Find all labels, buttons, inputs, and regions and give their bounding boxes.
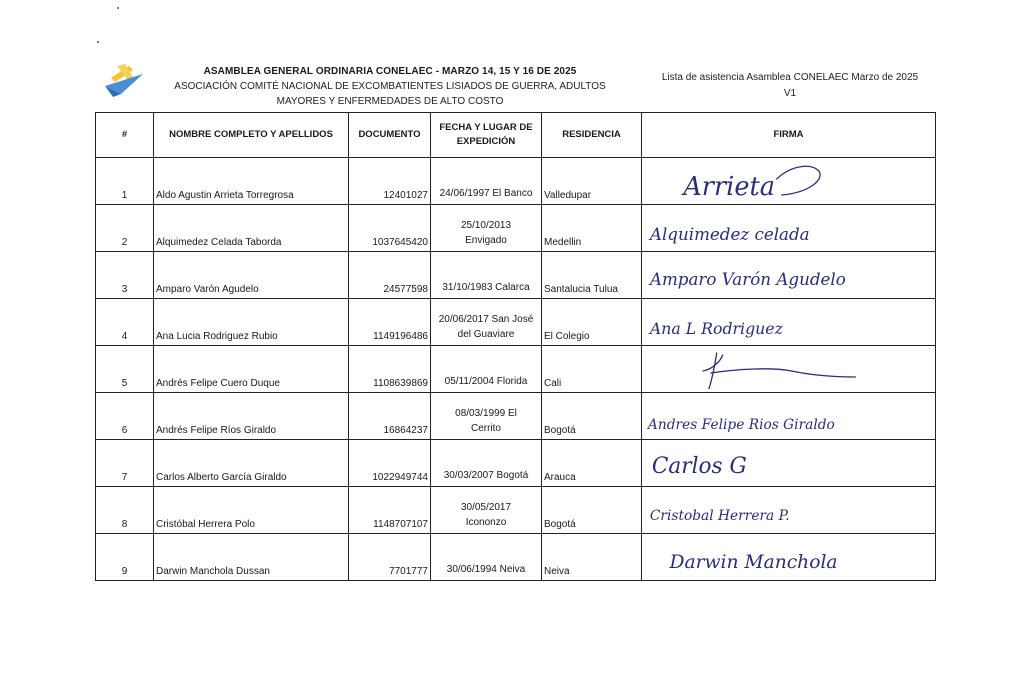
table-row bbox=[96, 346, 936, 393]
cell-nombre: Darwin Manchola Dussan bbox=[154, 534, 349, 581]
cell-fecha-line1: 25/10/2013 bbox=[460, 220, 512, 231]
cell-firma bbox=[642, 440, 936, 487]
cell-fecha bbox=[431, 346, 542, 393]
cell-nombre: Andrés Felipe Ríos Giraldo bbox=[154, 393, 349, 440]
signature-3 bbox=[644, 253, 933, 295]
cell-fecha bbox=[431, 299, 542, 346]
signature-text: Ana L Rodriguez bbox=[649, 318, 783, 339]
cell-residencia: Bogotá bbox=[542, 487, 642, 534]
assembly-title: ASAMBLEA GENERAL ORDINARIA CONELAEC - MARZO 14, 15 Y 16 DE 2025 bbox=[203, 66, 577, 77]
signature-7 bbox=[644, 441, 933, 483]
column-header-residencia: RESIDENCIA bbox=[542, 113, 642, 158]
cell-nombre: Amparo Varón Agudelo bbox=[154, 252, 349, 299]
signature-6 bbox=[644, 394, 933, 436]
cell-num: 1 bbox=[96, 158, 154, 205]
table-header-row bbox=[96, 113, 936, 158]
cell-num: 7 bbox=[96, 440, 154, 487]
column-header-firma: FIRMA bbox=[642, 113, 936, 158]
document-header bbox=[150, 64, 630, 109]
association-name-line2: MAYORES Y ENFERMEDADES DE ALTO COSTO bbox=[276, 96, 504, 107]
cell-fecha-line1: 20/06/2017 San José bbox=[438, 314, 534, 325]
signature-text: Darwin Manchola bbox=[669, 551, 838, 574]
cell-residencia: Bogotá bbox=[542, 393, 642, 440]
cell-firma bbox=[642, 534, 936, 581]
cell-num: 8 bbox=[96, 487, 154, 534]
conelaec-logo-icon bbox=[103, 64, 147, 98]
table-row bbox=[96, 252, 936, 299]
cell-num: 9 bbox=[96, 534, 154, 581]
cell-documento: 1108639869 bbox=[349, 346, 431, 393]
signature-text: Arrieta bbox=[683, 171, 775, 201]
column-header-fecha bbox=[431, 113, 542, 158]
cell-residencia: Medellin bbox=[542, 205, 642, 252]
table-row bbox=[96, 158, 936, 205]
version-label: V1 bbox=[783, 88, 797, 99]
signature-9 bbox=[644, 535, 933, 577]
cell-fecha bbox=[431, 158, 542, 205]
cell-residencia: El Colegio bbox=[542, 299, 642, 346]
cell-num: 5 bbox=[96, 346, 154, 393]
cell-residencia: Arauca bbox=[542, 440, 642, 487]
signature-2 bbox=[644, 206, 933, 248]
cell-num: 6 bbox=[96, 393, 154, 440]
signature-text: Alquimedez celada bbox=[649, 223, 810, 245]
signature-text: Amparo Varón Agudelo bbox=[649, 268, 846, 290]
scan-speck bbox=[97, 41, 99, 43]
cell-fecha bbox=[431, 440, 542, 487]
attendance-table bbox=[95, 112, 936, 581]
cell-documento: 1148707107 bbox=[349, 487, 431, 534]
cell-fecha-line2: 30/06/1994 Neiva bbox=[446, 564, 526, 575]
column-header-nombre: NOMBRE COMPLETO Y APELLIDOS bbox=[154, 113, 349, 158]
association-name-line1: ASOCIACIÓN COMITÉ NACIONAL DE EXCOMBATIENTES LISIADOS DE GUERRA, ADULTOS bbox=[174, 81, 606, 92]
column-header-fecha-line1: FECHA Y LUGAR DE bbox=[439, 122, 533, 133]
cell-nombre: Ana Lucia Rodriguez Rubio bbox=[154, 299, 349, 346]
cell-documento: 1022949744 bbox=[349, 440, 431, 487]
cell-fecha-line1: 30/05/2017 bbox=[460, 502, 512, 513]
cell-residencia: Valledupar bbox=[542, 158, 642, 205]
table-row bbox=[96, 393, 936, 440]
table-row bbox=[96, 299, 936, 346]
cell-nombre: Alquimedez Celada Taborda bbox=[154, 205, 349, 252]
cell-fecha-line2: 05/11/2004 Florida bbox=[444, 376, 528, 387]
cell-documento: 16864237 bbox=[349, 393, 431, 440]
column-header-documento: DOCUMENTO bbox=[349, 113, 431, 158]
cell-fecha bbox=[431, 487, 542, 534]
cell-nombre: Carlos Alberto García Giraldo bbox=[154, 440, 349, 487]
cell-firma bbox=[642, 393, 936, 440]
signature-text: Andres Felipe Rios Giraldo bbox=[647, 416, 835, 434]
cell-fecha-line2: 30/03/2007 Bogotá bbox=[443, 470, 529, 481]
cell-nombre: Aldo Agustin Arrieta Torregrosa bbox=[154, 158, 349, 205]
cell-num: 2 bbox=[96, 205, 154, 252]
cell-documento: 1149196486 bbox=[349, 299, 431, 346]
cell-documento: 12401027 bbox=[349, 158, 431, 205]
cell-residencia: Neiva bbox=[542, 534, 642, 581]
cell-fecha-line2: del Guaviare bbox=[457, 329, 515, 340]
cell-firma bbox=[642, 346, 936, 393]
table-row bbox=[96, 534, 936, 581]
signature-8 bbox=[644, 488, 933, 530]
cell-fecha-line2: Envigado bbox=[465, 235, 507, 246]
cell-residencia: Santalucia Tulua bbox=[542, 252, 642, 299]
signature-4 bbox=[644, 300, 933, 342]
list-title: Lista de asistencia Asamblea CONELAEC Marzo de 2025 bbox=[661, 72, 919, 83]
cell-fecha-line2: Cerrito bbox=[470, 423, 501, 434]
signature-text: Carlos G bbox=[651, 453, 747, 480]
cell-fecha bbox=[431, 205, 542, 252]
cell-nombre: Andrés Felipe Cuero Duque bbox=[154, 346, 349, 393]
cell-firma bbox=[642, 252, 936, 299]
cell-firma bbox=[642, 487, 936, 534]
cell-fecha-line2: Icononzo bbox=[465, 517, 507, 528]
cell-num: 4 bbox=[96, 299, 154, 346]
cell-residencia: Cali bbox=[542, 346, 642, 393]
cell-fecha-line2: 31/10/1983 Calarca bbox=[442, 282, 530, 293]
list-header bbox=[640, 70, 940, 102]
cell-num: 3 bbox=[96, 252, 154, 299]
cell-documento: 1037645420 bbox=[349, 205, 431, 252]
cell-fecha-line1: 08/03/1999 El bbox=[455, 408, 517, 419]
cell-fecha bbox=[431, 534, 542, 581]
cell-nombre: Cristóbal Herrera Polo bbox=[154, 487, 349, 534]
table-row bbox=[96, 487, 936, 534]
cell-firma bbox=[642, 299, 936, 346]
signature-5 bbox=[644, 347, 933, 389]
cell-fecha-line2: 24/06/1997 El Banco bbox=[439, 188, 533, 199]
signature-text: Cristobal Herrera P. bbox=[649, 507, 790, 525]
table-row bbox=[96, 205, 936, 252]
cell-documento: 24577598 bbox=[349, 252, 431, 299]
scan-speck bbox=[117, 7, 119, 9]
cell-firma bbox=[642, 158, 936, 205]
cell-firma bbox=[642, 205, 936, 252]
cell-documento: 7701777 bbox=[349, 534, 431, 581]
table-row bbox=[96, 440, 936, 487]
cell-fecha bbox=[431, 252, 542, 299]
signature-1 bbox=[644, 159, 933, 201]
column-header-fecha-line2: EXPEDICIÓN bbox=[456, 136, 516, 147]
column-header-num: # bbox=[96, 113, 154, 158]
cell-fecha bbox=[431, 393, 542, 440]
